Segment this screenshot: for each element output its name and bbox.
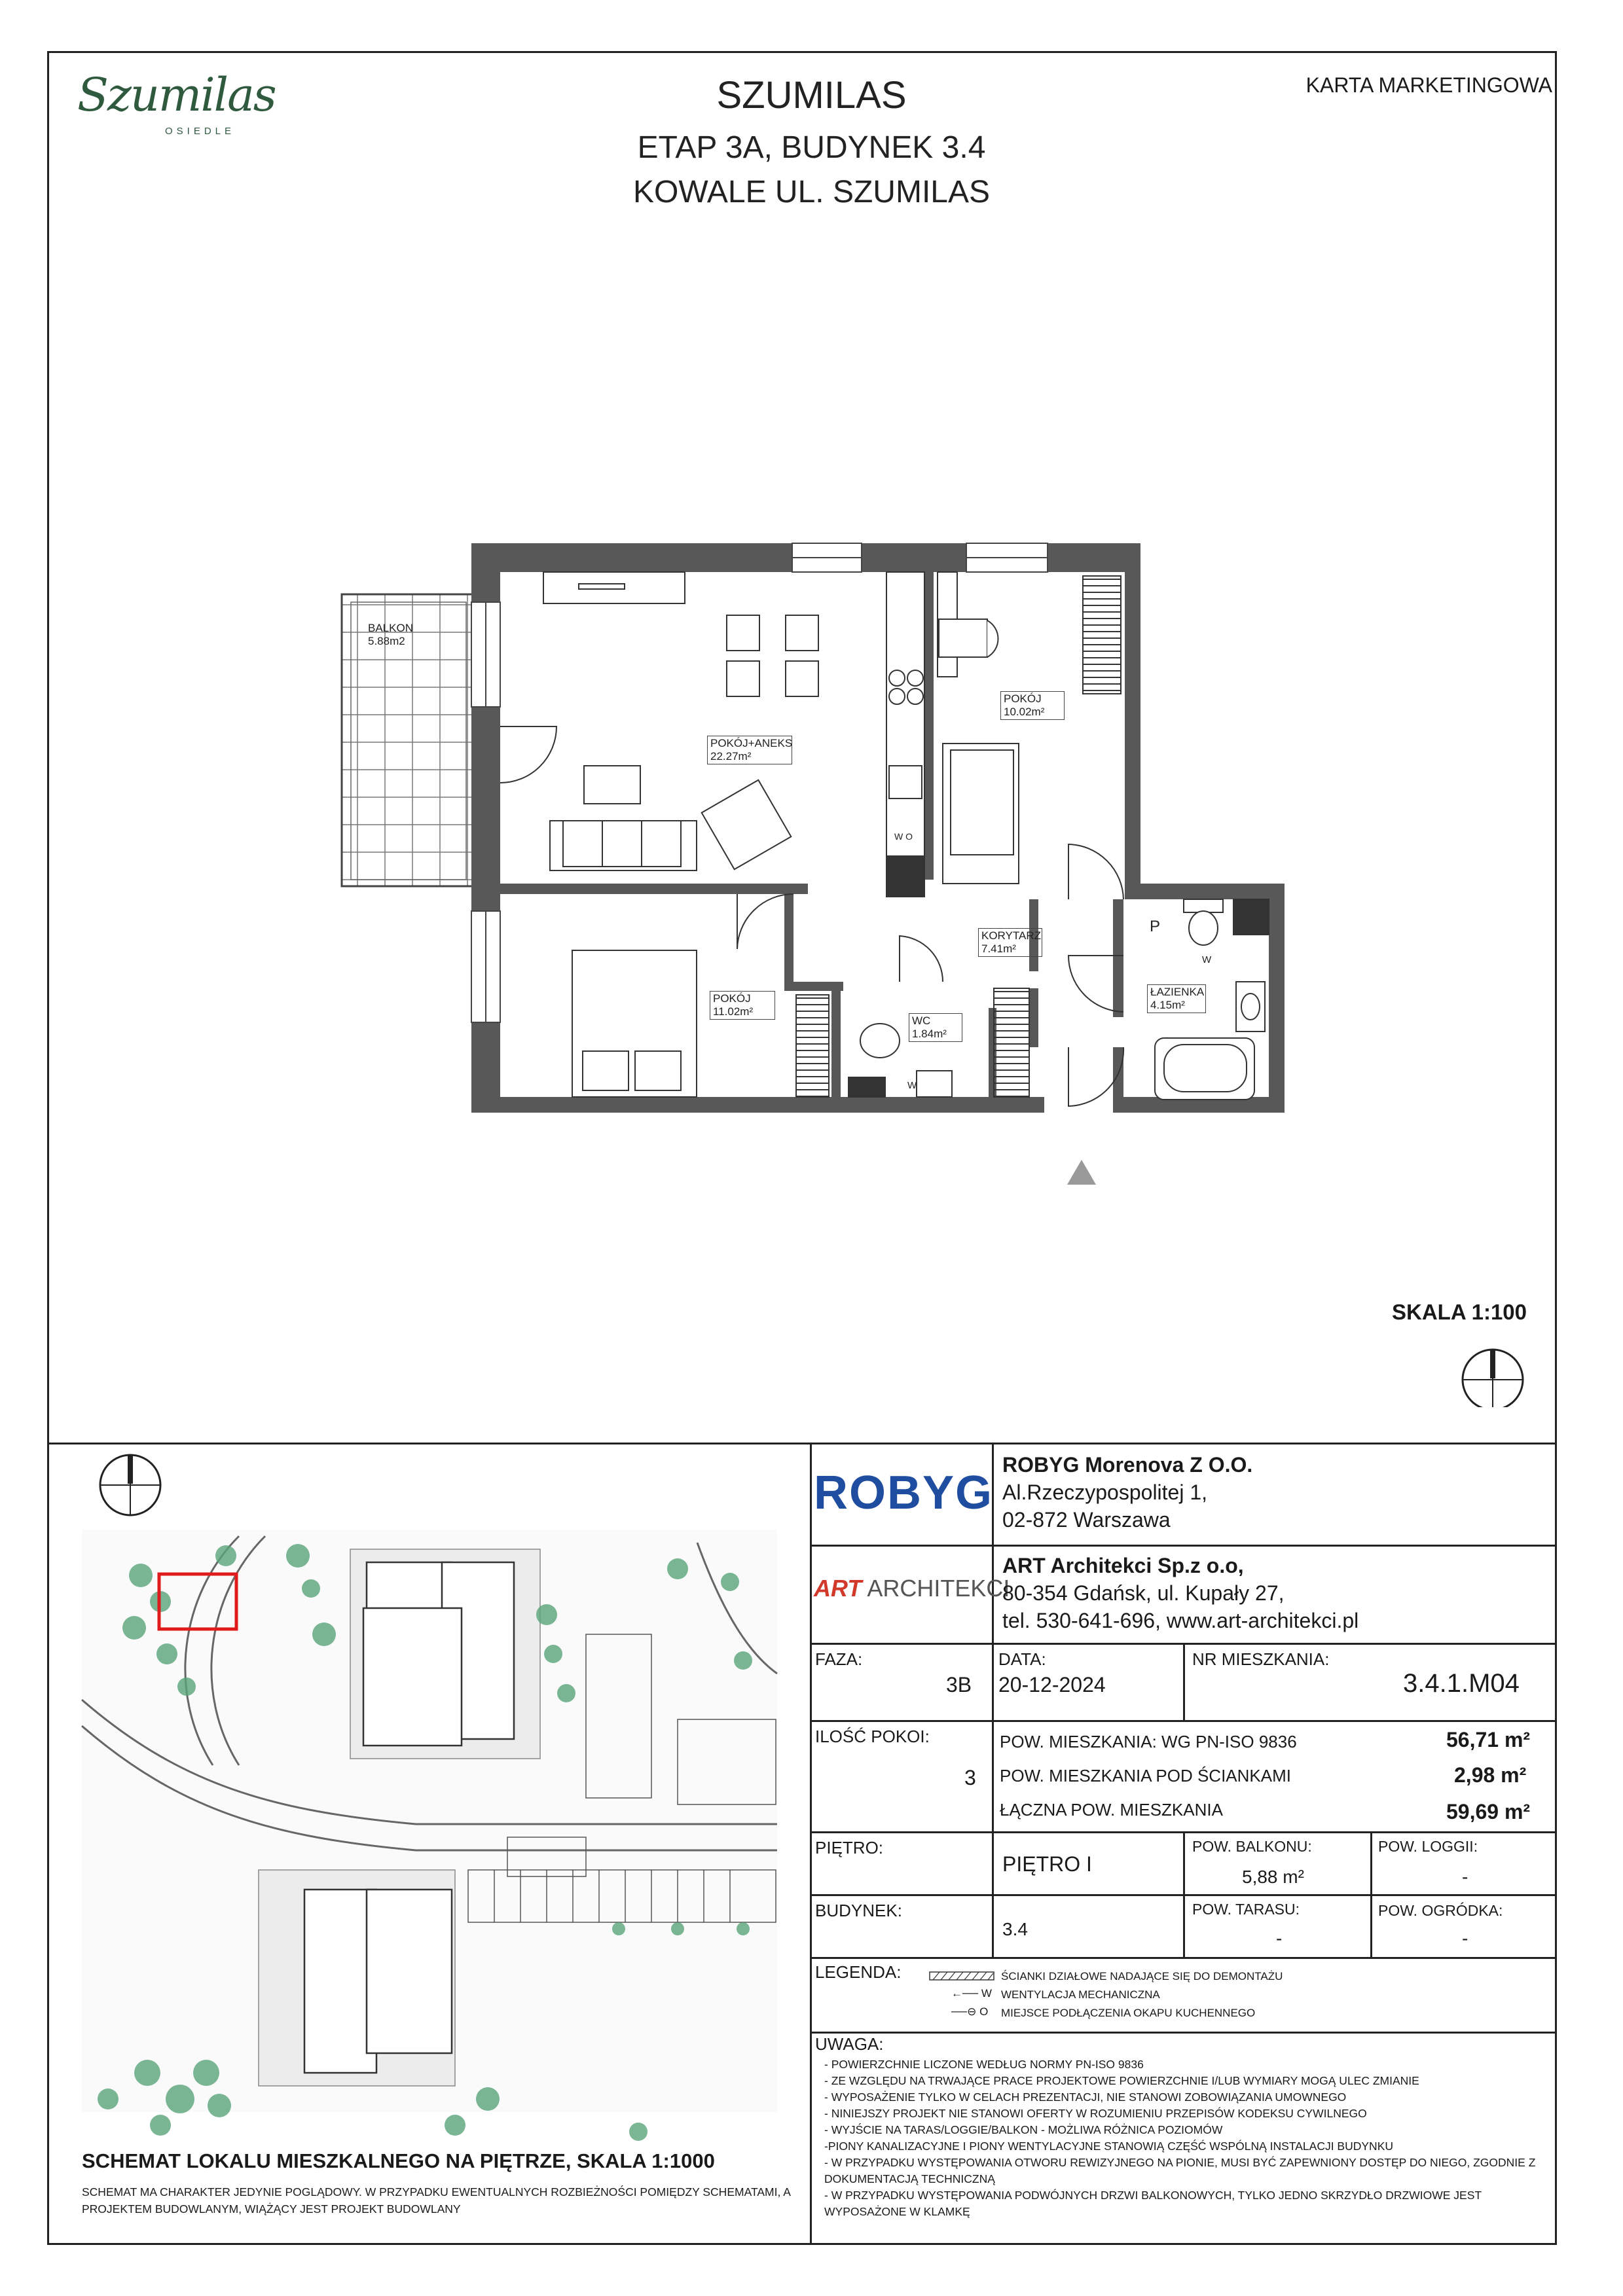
uwaga-label: UWAGA: bbox=[815, 2034, 884, 2054]
area-under-walls-label: POW. MIESZKANIA POD ŚCIANKAMI bbox=[1000, 1766, 1291, 1785]
ogrodek-label: POW. OGRÓDKA: bbox=[1378, 1902, 1503, 1919]
art-logo-text: ARCHITEKCI bbox=[867, 1575, 1010, 1602]
loggia-value: - bbox=[1462, 1867, 1468, 1887]
balkon-value: 5,88 m² bbox=[1242, 1867, 1304, 1887]
architect-contact: tel. 530-641-696, www.art-architekci.pl bbox=[1002, 1609, 1359, 1632]
legend-label: LEGENDA: bbox=[815, 1962, 902, 1982]
col-divider bbox=[1183, 1643, 1185, 1720]
pietro-value: PIĘTRO I bbox=[1002, 1852, 1092, 1876]
legend-item-hood: MIEJSCE PODŁĄCZENIA OKAPU KUCHENNEGO bbox=[1001, 2007, 1256, 2019]
budynek-value: 3.4 bbox=[1002, 1919, 1028, 1939]
room-label-pokoj-2: POKÓJ 11.02m² bbox=[710, 991, 775, 1020]
legend-vent-arrow-icon: ←── W bbox=[951, 1987, 992, 2000]
legend-item-walls: ŚCIANKI DZIAŁOWE NADAJĄCE SIĘ DO DEMONTAŻU bbox=[1001, 1970, 1283, 1982]
plan-scale: SKALA 1:100 bbox=[1392, 1300, 1527, 1324]
loggia-label: POW. LOGGII: bbox=[1378, 1838, 1478, 1855]
room-label-balkon: BALKON 5.88m2 bbox=[368, 622, 413, 647]
row-divider bbox=[810, 1545, 1557, 1547]
art-logo-mark: ART bbox=[814, 1575, 862, 1602]
room-label-pokoj-aneks: POKÓJ+ANEKS 22.27m² bbox=[707, 736, 792, 764]
room-label-wc: WC 1.84m² bbox=[909, 1013, 962, 1042]
legend-hatch-icon bbox=[929, 1971, 994, 1981]
architect-address: 80-354 Gdańsk, ul. Kupały 27, bbox=[1002, 1581, 1285, 1605]
room-label-lazienka: ŁAZIENKA 4.15m² bbox=[1147, 984, 1206, 1013]
col-divider bbox=[1183, 1831, 1185, 1957]
uwaga-item: - POWIERZCHNIE LICZONE WEDŁUG NORMY PN-ISO 9836 bbox=[824, 2058, 1144, 2071]
area-iso-label: POW. MIESZKANIA: WG PN-ISO 9836 bbox=[1000, 1732, 1297, 1751]
nr-mieszkania-value: 3.4.1.M04 bbox=[1403, 1669, 1520, 1698]
site-plan-note: SCHEMAT MA CHARAKTER JEDYNIE POGLĄDOWY. W PRZYPADKU EWENTUALNYCH ROZBIEŻNOŚCI POMIĘDZY SCHEMATAMI, A PROJEKTEM BUDOWLANYM, WIĄŻĄCY JEST PROJEKT BUDOWLANY bbox=[82, 2185, 790, 2215]
uwaga-item: -PIONY KANALIZACYJNE I PIONY WENTYLACYJNE STANOWIĄ CZĘŚĆ WSPÓLNĄ INSTALACJI BUDYNKU bbox=[824, 2140, 1394, 2153]
faza-label: FAZA: bbox=[815, 1649, 863, 1669]
vent-label-kuchnia: W O bbox=[894, 831, 913, 842]
data-label: DATA: bbox=[998, 1649, 1046, 1669]
uwaga-item: - NINIEJSZY PROJEKT NIE STANOWI OFERTY W ROZUMIENIU PRZEPISÓW KODEKSU CYWILNEGO bbox=[824, 2107, 1367, 2120]
robyg-logo: ROBYG bbox=[814, 1467, 994, 1519]
logo-script: Szumilas bbox=[77, 68, 276, 122]
row-divider bbox=[810, 1720, 1557, 1722]
uwaga-item: - W PRZYPADKU WYSTĘPOWANIA OTWORU REWIZYJNEGO NA PIONIE, MUSI BYĆ ZAPEWNIONY DOSTĘP DO NIEGO, ZGODNIE Z DOKUMENTACJĄ TECHNICZNĄ bbox=[824, 2156, 1536, 2185]
pietro-label: PIĘTRO: bbox=[815, 1838, 884, 1857]
legend-hood-icon: ──⊖ O bbox=[951, 2005, 989, 2018]
taras-label: POW. TARASU: bbox=[1192, 1901, 1300, 1918]
ilosc-pokoi-label: ILOŚĆ POKOI: bbox=[815, 1727, 930, 1746]
site-plan bbox=[49, 1444, 810, 2145]
info-table bbox=[810, 1443, 1557, 2245]
col-divider bbox=[992, 1720, 994, 1831]
col-divider bbox=[992, 1643, 994, 1720]
col-divider bbox=[992, 1831, 994, 1957]
ogrodek-value: - bbox=[1462, 1928, 1468, 1948]
area-under-walls-value: 2,98 m² bbox=[1454, 1763, 1527, 1787]
site-plan-caption: SCHEMAT LOKALU MIESZKALNEGO NA PIĘTRZE, SKALA 1:1000 bbox=[82, 2149, 715, 2172]
entrance-arrow bbox=[1067, 1160, 1096, 1185]
uwaga-item: - WYPOSAŻENIE TYLKO W CELACH PREZENTACJI, NIE STANOWI ZOBOWIĄZANIA UMOWNEGO bbox=[824, 2090, 1347, 2104]
north-arrow-icon bbox=[1463, 1350, 1523, 1407]
room-label-korytarz: KORYTARZ 7.41m² bbox=[978, 928, 1042, 957]
nr-mieszkania-label: NR MIESZKANIA: bbox=[1192, 1649, 1330, 1669]
developer-address-2: 02-872 Warszawa bbox=[1002, 1508, 1171, 1532]
logo-sub: OSIEDLE bbox=[165, 126, 236, 137]
site-north-arrow-icon bbox=[100, 1455, 160, 1515]
area-total-label: ŁĄCZNA POW. MIESZKANIA bbox=[1000, 1800, 1223, 1820]
row-divider bbox=[810, 1957, 1557, 1959]
balkon-label: POW. BALKONU: bbox=[1192, 1838, 1312, 1855]
budynek-label: BUDYNEK: bbox=[815, 1901, 902, 1920]
faza-value: 3B bbox=[946, 1673, 972, 1696]
project-location: KOWALE UL. SZUMILAS bbox=[632, 175, 990, 209]
vent-label-lazienka: W bbox=[1202, 954, 1212, 965]
uwaga-item: - WYJŚCIE NA TARAS/LOGGIE/BALKON - MOŻLIWA RÓŻNICA POZIOMÓW bbox=[824, 2123, 1223, 2136]
vent-label-wc: W bbox=[907, 1080, 917, 1091]
art-architekci-logo bbox=[814, 1575, 1010, 1602]
area-total-value: 59,69 m² bbox=[1446, 1800, 1531, 1823]
uwaga-item: - ZE WZGLĘDU NA TRWAJĄCE PRACE PROJEKTOWE POWIERZCHNIE I/LUB WYMIARY MOGĄ ULEC ZMIANIE bbox=[824, 2074, 1419, 2087]
architect-name: ART Architekci Sp.z o.o, bbox=[1002, 1554, 1244, 1577]
legend-item-ventilation: WENTYLACJA MECHANICZNA bbox=[1001, 1988, 1160, 2001]
area-iso-value: 56,71 m² bbox=[1446, 1728, 1531, 1751]
project-stage: ETAP 3A, BUDYNEK 3.4 bbox=[637, 130, 986, 165]
shaft-label-p: P bbox=[1150, 918, 1161, 935]
developer-address-1: Al.Rzeczypospolitej 1, bbox=[1002, 1480, 1208, 1504]
col-divider bbox=[1370, 1831, 1372, 1957]
taras-value: - bbox=[1276, 1928, 1283, 1948]
card-type: KARTA MARKETINGOWA bbox=[1305, 73, 1552, 97]
project-title: SZUMILAS bbox=[716, 74, 907, 117]
row-divider bbox=[810, 2032, 1557, 2034]
developer-name: ROBYG Morenova Z O.O. bbox=[1002, 1453, 1253, 1477]
room-label-pokoj-1: POKÓJ 10.02m² bbox=[1000, 691, 1065, 720]
ilosc-pokoi-value: 3 bbox=[964, 1766, 976, 1789]
uwaga-list bbox=[824, 2056, 1544, 2220]
uwaga-item: - W PRZYPADKU WYSTĘPOWANIA PODWÓJNYCH DRZWI BALKONOWYCH, TYLKO JEDNO SKRZYDŁO DRZWIOWE JEST WYPOSAŻONE W KLAMKĘ bbox=[824, 2189, 1482, 2218]
data-value: 20-12-2024 bbox=[998, 1673, 1106, 1696]
